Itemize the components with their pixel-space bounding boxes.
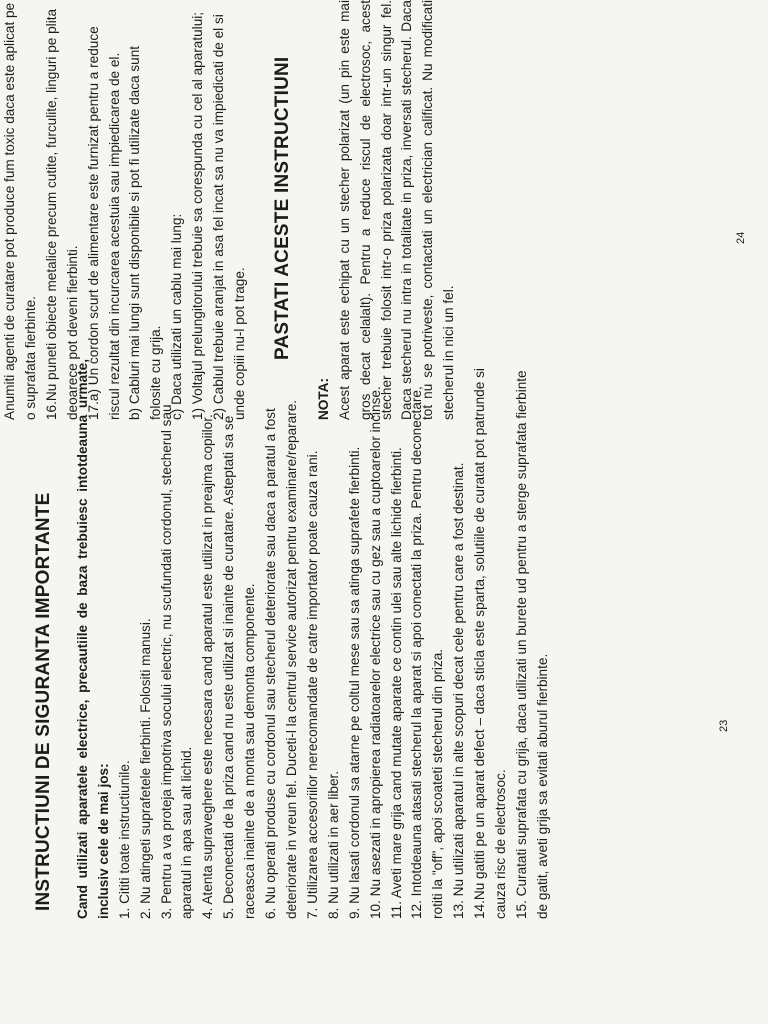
instruction-item: 10. Nu asezati in apropierea radiatoarelor electrice sau cu gez sau a cuptoarelor incinse. <box>367 386 383 919</box>
instruction-item: c) Daca utilizati un cablu mai lung: <box>169 213 185 420</box>
left-page <box>34 359 554 919</box>
instruction-item: 14.Nu gatiti pe un aparat defect – daca sticla este sparta, solutiile de curatat pot patrunde si cauza risc de electrosoc. <box>472 368 509 919</box>
instruction-item: 13. Nu utilizati aparatul in alte scopuri decat cele pentru care a fost destinat. <box>451 462 467 919</box>
instruction-item: 2. Nu atingeti suprafetele fierbinti. Folositi manusi. <box>137 618 153 919</box>
instruction-item: 17.a) Un cordon scurt de alimentare este furnizat pentru a reduce riscul rezultat din incurcarea acestuia sau impiedicarea de el. <box>85 26 122 420</box>
page-number-left: 23 <box>718 719 730 732</box>
instruction-item: 8. Nu utilizati in aer liber. <box>325 770 341 919</box>
nota-paragraph: Acest aparat este echipat cu un stecher polarizat (un pin este mai gros decat celalalt). Pentru a reduce riscul de electrosoc, acest stecher trebuie folosit intr-o priza polarizata doar intr-un singur fel. Daca stecherul nu intra in totalitate in priza, inversati stecherul. Daca tot nu se potriveste, contactati un electrician calificat. Nu modificati stecherul in nici un fel. <box>336 0 457 420</box>
instruction-item: b) Cabluri mai lungi sunt disponibile si pot fi utilizate daca sunt folosite cu grija. <box>127 45 164 420</box>
instruction-item: 16.Nu puneti obiecte metalice precum cutite, furculite, linguri pe plita deoarece pot deveni fierbinti. <box>43 8 80 420</box>
instruction-item: 7. Utilizarea accesoriilor nerecomandate de catre importator poate cauza rani. <box>304 450 320 919</box>
intro-paragraph: Cand utilizati aparatele electrice, precautiile de baza trebuiesc intotdeauna urmate, inclusiv cele de mai jos: <box>74 359 111 919</box>
instruction-item: 1) Voltajul prelungitorului trebuie sa corespunda cu cel al aparatului; <box>190 11 206 420</box>
keep-instructions-title: PASTATI ACESTE INSTRUCTIUNI <box>271 56 293 360</box>
page-title: INSTRUCTIUNI DE SIGURANTA IMPORTANTE <box>33 492 54 911</box>
instruction-item: 5. Deconectati de la priza cand nu este utilizat si inainte de curatare. Asteptati sa se raceasca inainte de a monta sau demonta componente. <box>221 415 258 919</box>
instruction-item: 9. Nu lasati cordonul sa atarne pe coltul mese sau sa atinga suprafete fierbinti. <box>346 446 362 919</box>
instruction-item: 11. Aveti mare grija cand mutate aparate ce contin ulei sau alte lichide fierbinti. <box>388 447 404 919</box>
instruction-item: 3. Pentru a va proteja impotriva socului electric, nu scufundati cordonul, stecherul sau aparatul in apa sau alt lichid. <box>158 404 195 919</box>
page-number-right: 24 <box>735 231 747 244</box>
nota-heading: NOTA: <box>315 377 331 420</box>
instruction-item: Anumiti agenti de curatare pot produce fum toxic daca este aplicat pe o suprafata fierbinte. <box>2 2 38 420</box>
instruction-item: 2) Cablul trebuie aranjat in asa fel incat sa nu va impiedicati de el si unde copiii nu-l pot trage. <box>211 14 247 420</box>
right-page <box>0 0 460 420</box>
instruction-item: 6. Nu operati produse cu cordonul sau stecherul deteriorate sau daca a paratul a fost deteriorate in vreun fel. Duceti-l la centrul service autorizat pentru examinare/reparare. <box>263 399 299 919</box>
instruction-item: 12. Intotdeauna atasati stecherul la aparat si apoi conectati la priza. Pentru deconectare, rotiti la "off", apoi scoateti stecherul din priza. <box>409 386 446 919</box>
instruction-item: 15. Curatati suprafata cu grija, daca utilizati un burete ud pentru a sterge suprafata fierbinte de gatit, aveti grija sa evitati aburul fierbinte. <box>513 370 550 919</box>
instruction-item: 1. Cititi toate instructiunile. <box>116 760 132 919</box>
instruction-item: 4. Atenta supraveghere este necesara cand aparatul este utilizat in preajma copiilor. <box>200 414 216 919</box>
